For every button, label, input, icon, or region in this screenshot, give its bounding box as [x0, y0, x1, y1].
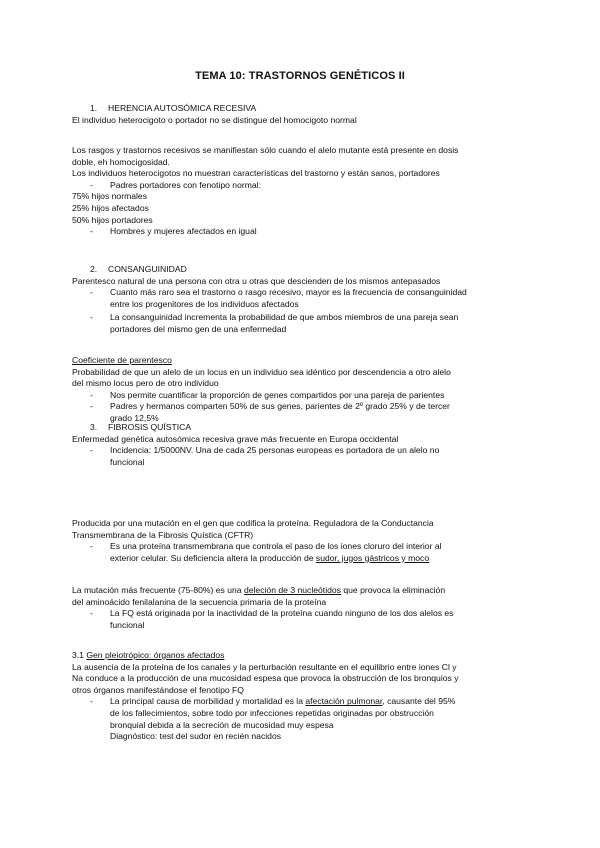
subsection-title: Gen pleiotrópico: órganos afectados: [86, 650, 225, 660]
list-item-line: Incidencia: 1/5000NV. Una de cada 25 personas europeas es portadora de un alelo no: [110, 445, 440, 456]
bullet-list: [72, 608, 532, 631]
paragraph-line: [72, 585, 532, 597]
list-item-line: La FQ está originada por la inactividad de la proteína cuando ninguno de los dos alelos es: [110, 608, 454, 619]
subheading: Coeficiente de parentesco: [72, 355, 172, 365]
subsection-heading: [72, 650, 532, 662]
bullet-list: [72, 696, 532, 742]
bullet-list: [72, 541, 532, 564]
section-title: HERENCIA AUTOSÓMICA RECESIVA: [108, 103, 257, 113]
text-run: La mutación más frecuente (75-80%) es una: [72, 585, 244, 595]
paragraph-line: Probabilidad de que un alelo de un locus en un individuo sea idéntico por descendencia a otro alelo: [72, 366, 451, 377]
bullet-list: [72, 180, 532, 192]
list-item: [72, 608, 532, 631]
section-herencia-body: [72, 145, 532, 238]
paragraph-line: Na conduce a la producción de una mucosidad espesa que provoca la obstrucción de los bronquios y: [72, 673, 459, 684]
section-number: 1.: [90, 103, 98, 113]
paragraph-line: doble, eh homocigosidad.: [72, 156, 170, 167]
underlined-term: sudor, jugos gástricos y moco: [315, 552, 430, 563]
underlined-term: deleción de 3 nucleótidos: [243, 585, 341, 595]
list-item-line: entre los progenitores de los individuos afectados: [110, 298, 299, 309]
section-heading-1: [72, 103, 532, 115]
paragraph: Enfermedad genética autosómica recesiva grave más frecuente en Europa occidental: [72, 433, 399, 444]
paragraph: Parentesco natural de una persona con otra u otras que descienden de los mismos antepasados: [72, 275, 441, 286]
list-item: - Nos permite cuantificar la proporción de genes compartidos por una pareja de parientes: [72, 390, 532, 402]
text-run: , causante del 95%: [382, 696, 456, 707]
section-number: 2.: [90, 264, 98, 274]
bullet-list: [72, 287, 532, 335]
list-item: [72, 312, 532, 335]
list-item-line: Cuanto más raro sea el trastorno o rasgo recesivo, mayor es la frecuencia de consanguinidad: [110, 287, 467, 298]
paragraph-line: del mismo locus pero de otro individuo: [72, 378, 219, 389]
list-item-line: funcional: [110, 456, 145, 467]
paragraph: Los individuos heterocigotos no muestran características del trastorno y están sanos, portadores: [72, 168, 440, 179]
mutation-block: [72, 518, 532, 564]
list-item-line: Es una proteína transmembrana que controla el paso de los iones cloruro del interior al: [110, 541, 442, 552]
deletion-block: [72, 585, 532, 631]
section-fibrosis: [72, 422, 532, 468]
list-item: [72, 696, 532, 742]
subsection-number: 3.1: [72, 650, 84, 660]
section-herencia: [72, 103, 532, 126]
paragraph-line: Transmembrana de la Fibrosis Quística (CFTR): [72, 529, 254, 540]
list-item-line: funcional: [110, 619, 145, 630]
paragraph-line: otros órganos manifestándose el fenotipo FQ: [72, 684, 244, 695]
subsection-gen-pleiotropico: [72, 650, 532, 743]
coeficiente-block: [72, 355, 532, 425]
section-heading-3: [72, 422, 532, 434]
document-title: TEMA 10: TRASTORNOS GENÉTICOS II: [195, 70, 405, 82]
list-item: [72, 287, 532, 310]
list-item-line: La consanguinidad incrementa la probabilidad de que ambos miembros de una pareja sean: [110, 312, 459, 323]
section-title: CONSANGUINIDAD: [108, 264, 187, 274]
list-item-line: bronquial debida a la secreción de mucosidad muy espesa: [110, 719, 334, 730]
text-run: La principal causa de morbilidad y mortalidad es la: [110, 696, 306, 707]
list-item-line: grado 12,5%: [110, 412, 159, 423]
bullet-list: [72, 226, 532, 238]
list-item: [72, 445, 532, 468]
text-run: que provoca la eliminación: [340, 585, 446, 595]
list-item-line: exterior celular. Su deficiencia altera la producción de: [110, 552, 316, 563]
bullet-list: [72, 390, 532, 425]
list-item: - Padres portadores con fenotipo normal:: [72, 180, 532, 192]
section-consanguinidad: [72, 264, 532, 336]
underlined-term: afectación pulmonar: [305, 696, 383, 707]
section-heading-2: [72, 264, 532, 276]
list-item-line: Diagnóstico: test del sudor en recién nacidos: [110, 731, 282, 742]
paragraph-line: Los rasgos y trastornos recesivos se manifiestan sólo cuando el alelo mutante está presente en dosis: [72, 145, 459, 155]
paragraph-line: La ausencia de la proteína de los canales y la perturbación resultante en el equilibrio entre iones Cl y: [72, 661, 457, 672]
section-number: 3.: [90, 422, 98, 432]
paragraph-line: del aminoácido fenilalanina de la secuencia primaria de la proteína: [72, 596, 327, 607]
list-item-line: portadores del mismo gen de una enfermedad: [110, 323, 287, 334]
bullet-list: [72, 445, 532, 468]
section-title: FIBROSIS QUÍSTICA: [108, 422, 192, 432]
list-item-line: de los fallecimientos, sobre todo por infecciones repetidas originadas por obstrucción: [110, 707, 434, 718]
percent-line: 25% hijos afectados: [72, 202, 149, 213]
paragraph: El individuo heterocigoto o portador no se distingue del homocigoto normal: [72, 114, 357, 125]
percent-line: 75% hijos normales: [72, 191, 147, 202]
paragraph-line: Producida por una mutación en el gen que codifica la proteína. Reguladora de la Conductancia: [72, 518, 434, 528]
list-item-line: Padres y hermanos comparten 50% de sus genes, parientes de 2º grado 25% y de tercer: [110, 401, 450, 412]
list-item: [72, 541, 532, 564]
list-item: - Hombres y mujeres afectados en igual: [72, 226, 532, 238]
percent-line: 50% hijos portadores: [72, 214, 153, 225]
